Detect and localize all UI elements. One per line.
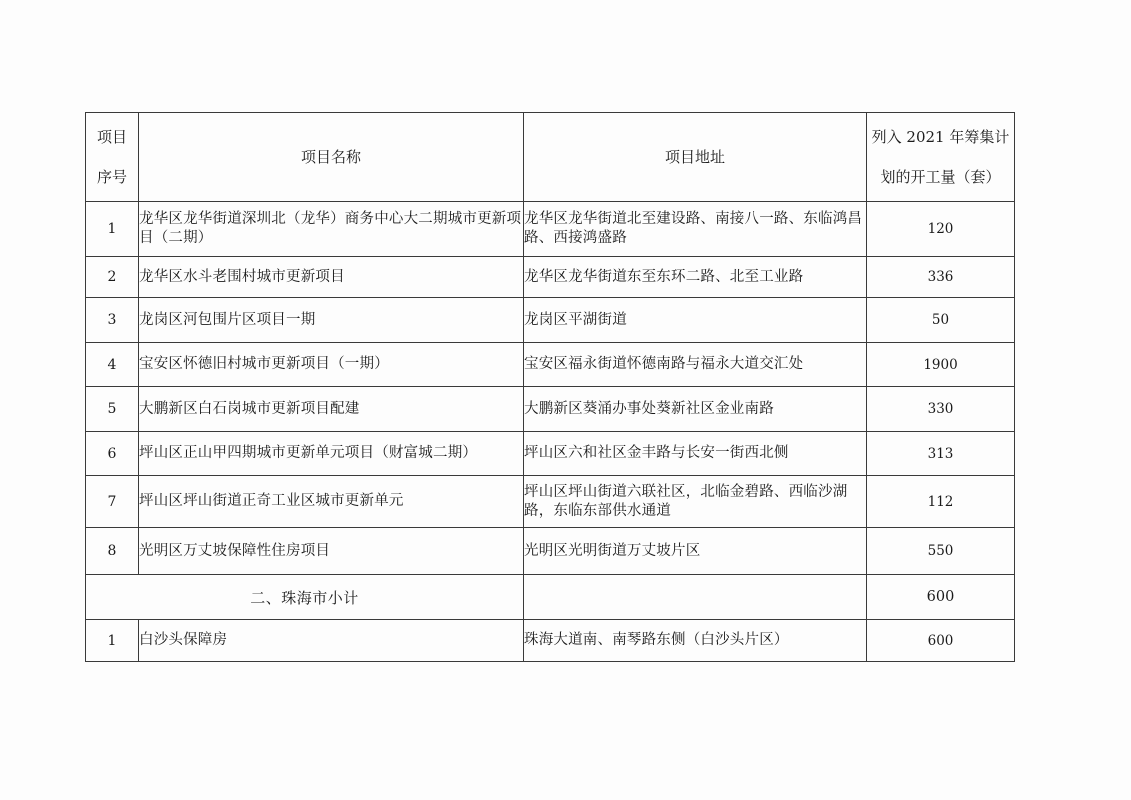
planned-starts: 50 [867,298,1015,343]
project-address: 龙岗区平湖街道 [524,298,867,343]
project-name: 白沙头保障房 [139,620,524,662]
project-name: 宝安区怀德旧村城市更新项目（一期） [139,343,524,387]
row-number: 8 [86,528,139,575]
planned-starts: 330 [867,387,1015,432]
project-address: 坪山区坪山街道六联社区，北临金碧路、西临沙湖路，东临东部供水通道 [524,476,867,528]
header-planned-starts: 列入 2021 年筹集计 划的开工量（套） [867,113,1015,202]
row-number: 1 [86,620,139,662]
planned-starts: 550 [867,528,1015,575]
planned-starts: 112 [867,476,1015,528]
table-row [86,257,1015,298]
planned-starts: 1900 [867,343,1015,387]
table-row [86,528,1015,575]
subtotal-row-zhuhai [86,575,1015,620]
project-name: 光明区万丈坡保障性住房项目 [139,528,524,575]
subtotal-label: 二、珠海市小计 [86,575,524,620]
row-number: 3 [86,298,139,343]
row-number: 1 [86,202,139,257]
planned-starts: 336 [867,257,1015,298]
project-name: 坪山区坪山街道正奇工业区城市更新单元 [139,476,524,528]
planned-starts: 120 [867,202,1015,257]
table-row [86,620,1015,662]
project-name: 龙华区水斗老围村城市更新项目 [139,257,524,298]
subtotal-qty: 600 [867,575,1015,620]
table-row [86,298,1015,343]
header-project-name: 项目名称 [139,113,524,202]
row-number: 2 [86,257,139,298]
row-number: 7 [86,476,139,528]
project-name: 大鹏新区白石岗城市更新项目配建 [139,387,524,432]
project-address: 光明区光明街道万丈坡片区 [524,528,867,575]
project-address: 坪山区六和社区金丰路与长安一街西北侧 [524,432,867,476]
table-header-row [86,113,1015,202]
table-row [86,432,1015,476]
subtotal-address [524,575,867,620]
row-number: 6 [86,432,139,476]
project-address: 龙华区龙华街道东至东环二路、北至工业路 [524,257,867,298]
project-name: 龙岗区河包围片区项目一期 [139,298,524,343]
row-number: 4 [86,343,139,387]
planned-starts: 313 [867,432,1015,476]
planned-starts: 600 [867,620,1015,662]
project-name: 坪山区正山甲四期城市更新单元项目（财富城二期） [139,432,524,476]
header-project-address: 项目地址 [524,113,867,202]
project-name: 龙华区龙华街道深圳北（龙华）商务中心大二期城市更新项目（二期） [139,202,524,257]
project-address: 宝安区福永街道怀德南路与福永大道交汇处 [524,343,867,387]
row-number: 5 [86,387,139,432]
table-row [86,476,1015,528]
table-row [86,343,1015,387]
project-address: 龙华区龙华街道北至建设路、南接八一路、东临鸿昌路、西接鸿盛路 [524,202,867,257]
table-row [86,387,1015,432]
header-project-number: 项目 序号 [86,113,139,202]
table-row [86,202,1015,257]
project-address: 大鹏新区葵涌办事处葵新社区金业南路 [524,387,867,432]
housing-projects-table [85,112,1015,662]
project-address: 珠海大道南、南琴路东侧（白沙头片区） [524,620,867,662]
